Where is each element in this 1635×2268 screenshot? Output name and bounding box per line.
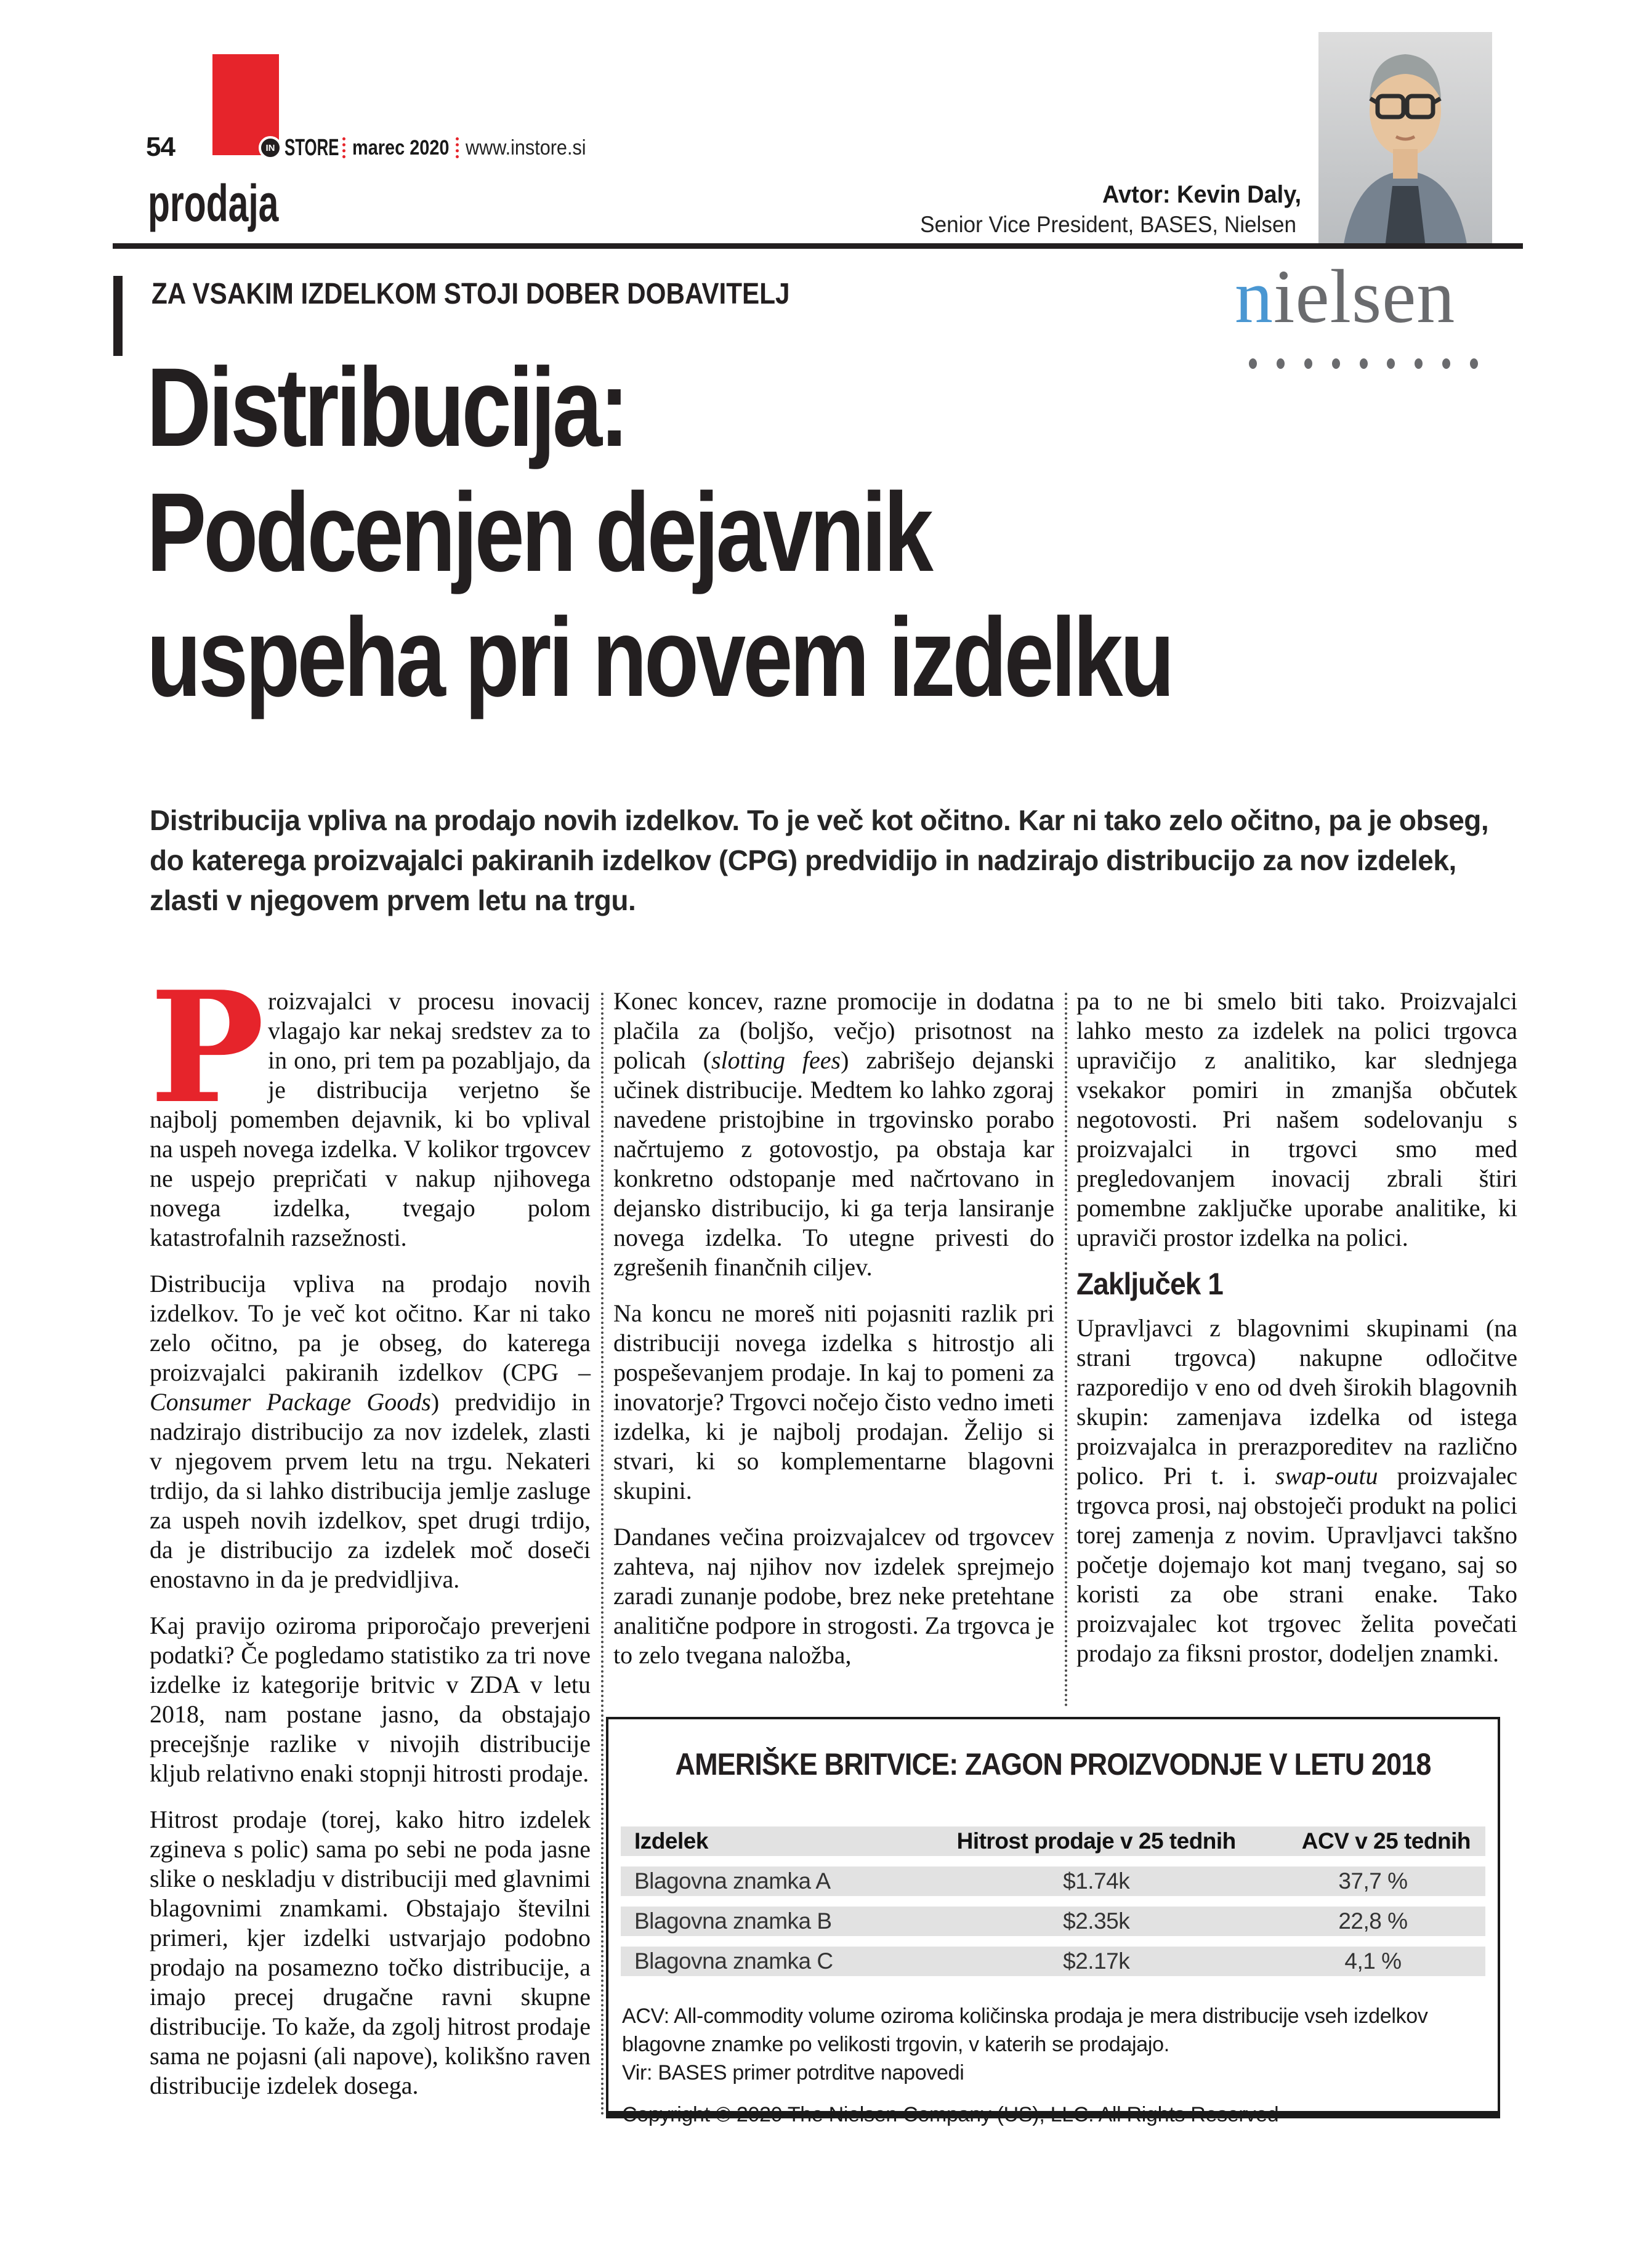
subheading-zakljucek-1: Zaključek 1 [1076, 1267, 1223, 1301]
table-header-product: Izdelek [634, 1828, 708, 1854]
paragraph: Distribucija vpliva na prodajo novih izdelkov. To je več kot očitno. Kar ni tako zelo očitno, pa je obseg, do katerega proizvajalci pakiranih izdelkov (CPG – Consumer Package Goods) predvidijo in nadzirajo distribucijo za nov izdelek, zlasti v njegovem prvem letu na trgu. Nekateri trdijo, da si lahko distribucija jemlje zasluge za uspeh novih izdelkov, spet drugi trdijo, da je distribucijo za izdelek moč doseči enostavno in da je predvidljiva. [150, 1270, 591, 1593]
section-label: prodaja [148, 174, 279, 232]
table-cell-acv: 37,7 % [1338, 1868, 1408, 1894]
nielsen-logo-first-letter: n [1235, 254, 1274, 339]
nielsen-logo-rest: ielsen [1274, 254, 1456, 339]
column-divider-dotted [601, 993, 604, 2116]
paragraph: pa to ne bi smelo biti tako. Proizvajalci lahko mesto za izdelek na polici trgovca upravičijo z analitiko, kar slednjega vsekakor pomiri in zmanjša občutek negotovosti. Pri našem sodelovanju s proizvajalci in trgovci smo med pregledovanjem inovacij zbrali štiri pomembne zaključke uporabe analitike, ki upraviči prostor izdelka na polici. [1076, 987, 1517, 1251]
header-divider-rule [113, 243, 1523, 249]
masthead-dotted-separator-icon [342, 137, 345, 158]
body-column-2 [613, 987, 1054, 1687]
table-cell-acv: 4,1 % [1344, 1948, 1402, 1974]
data-table-box [606, 1717, 1500, 2126]
headline-line: Podcenjen dejavnik [147, 469, 931, 595]
table-header-acv: ACV v 25 tednih [1301, 1828, 1471, 1854]
page-number: 54 [146, 132, 175, 162]
table-row [621, 1947, 1485, 1976]
footnote-source: Vir: BASES primer potrditve napovedi [622, 2061, 964, 2084]
headline-line: Distribucija: [147, 344, 626, 470]
table-header-velocity: Hitrost prodaje v 25 tednih [956, 1828, 1236, 1854]
masthead-dotted-separator-icon [456, 137, 459, 158]
drop-cap: P [150, 958, 265, 1137]
paragraph: Hitrost prodaje (torej, kako hitro izdelek zgineva s polic) sama po sebi ne poda jasne slike o neskladju v distribuciji med glavnimi blagovnimi znamkami. Obstajajo številni primeri, kjer izdelki ustvarjajo podobno prodajo na posamezno točko distribucije, a imajo precej drugačne ravni skupne distribucije. To kaže, da zgolj hitrost prodaje sama ne pojasni (ali napove), kolikšno raven distribucije izdelek dosega. [150, 1806, 591, 2099]
table-row [621, 1866, 1485, 1896]
author-photo [1318, 32, 1492, 248]
paragraph: Upravljavci z blagovnimi skupinami (na strani trgovca) nakupne odločitve razporedijo v eno od dveh širokih blagovnih skupin: zamenjava izdelka od istega proizvajalca in prerazporeditev na različno polico. Pri t. i. swap-outu proizvajalec trgovca prosi, naj obstoječi produkt na polici torej zamenja z novim. Upravljavci takšno početje dojemajo kot manj tvegano, saj so koristi za obe strani enake. Tako proizvajalec kot trgovec želita povečati prodajo za fiksni prostor, dodeljen znamki. [1076, 1314, 1517, 1667]
body-column-1 [150, 958, 591, 2117]
paragraph: Dandanes večina proizvajalcev od trgovcev zahteva, naj njihov nov izdelek sprejmejo zaradi zunanje podobe, brez neke pretehtane analitične podpore in strogosti. Za trgovca je to zelo tvegana naložba, [613, 1523, 1054, 1669]
table-title: AMERIŠKE BRITVICE: ZAGON PROIZVODNJE V LETU 2018 [675, 1747, 1431, 1782]
paragraph: Konec koncev, razne promocije in dodatna plačila za (boljšo, večjo) prisotnost na policah (slotting fees) zabrišejo dejanski učinek distribucije. Medtem ko lahko zgoraj navedene pristojbine in trgovinsko porabo načrtujemo z gotovostjo, pa obstaja kar konkretno odstopanje med načrtovano in dejansko distribucijo, ki ga terja lansiranje novega izdelka. To utegne privesti do zgrešenih finančnih ciljev. [613, 987, 1054, 1281]
table-cell-velocity: $2.35k [1063, 1908, 1130, 1934]
instore-logo-store: STORE [285, 135, 339, 161]
table-cell-product: Blagovna znamka C [634, 1948, 833, 1974]
table-cell-product: Blagovna znamka B [634, 1908, 832, 1934]
lead-paragraph: Distribucija vpliva na prodajo novih izdelkov. To je več kot očitno. Kar ni tako zelo očitno, pa je obseg, do katerega proizvajalci pakiranih izdelkov (CPG) predvidijo in nadzirajo distribucijo za nov izdelek, zlasti v njegovem prvem letu na trgu. [150, 804, 1489, 916]
table-header-row [621, 1826, 1485, 1856]
table-cell-product: Blagovna znamka A [634, 1868, 831, 1894]
paragraph: Kaj pravijo oziroma priporočajo preverjeni podatki? Če pogledamo statistiko za tri nove izdelke iz kategorije britvic v ZDA v letu 2018, nam postane jasno, da obstajajo precejšnje razlike v nivojih distribucije kljub relativno enaki stopnji hitrosti prodaje. [150, 1612, 591, 1787]
headline-line: uspeha pri novem izdelku [147, 594, 1172, 720]
masthead-issue-date: marec 2020 [352, 136, 450, 159]
masthead-website: www.instore.si [466, 136, 586, 159]
copyright-line: Copyright © 2020 The Nielsen Company (US), LLC. All Rights Reserved [622, 2103, 1279, 2126]
paragraph: Na koncu ne moreš niti pojasniti razlik pri distribuciji novega izdelka s hitrostjo ali pospeševanjem prodaje. In kaj to pomeni za inovatorje? Trgovci nočejo čisto vedno imeti izdelka, ki je najbolj prodajan. Želijo si stvari, ki so komplementarne blagovni skupini. [613, 1299, 1054, 1504]
author-name: Avtor: Kevin Daly, [1102, 181, 1301, 208]
footnote-acv: ACV: All-commodity volume oziroma količinska prodaja je mera distribucije vseh izdelkov blagovne znamke po velikosti trgovin, v katerih se prodajajo. [622, 2004, 1428, 2056]
author-title: Senior Vice President, BASES, Nielsen [920, 212, 1296, 237]
paragraph: Proizvajalci v procesu inovacij vlagajo kar nekaj sredstev za to in ono, pri tem pa pozabljajo, da je distribucija verjetno še najbolj pomemben dejavnik, ki bo vplival na uspeh novega izdelka. V kolikor trgovcev ne uspejo prepričati v nakup njihovega novega izdelka, tvegajo polom katastrofalnih razsežnosti. [150, 958, 591, 1251]
headline [147, 345, 1428, 720]
kicker-bar [113, 276, 123, 356]
instore-in-badge-icon: IN [259, 136, 282, 159]
table-cell-acv: 22,8 % [1338, 1908, 1408, 1934]
table-row [621, 1907, 1485, 1936]
table-footnotes [622, 2002, 1447, 2087]
body-column-3 [1076, 987, 1517, 1685]
table-cell-velocity: $2.17k [1063, 1948, 1130, 1974]
kicker: ZA VSAKIM IZDELKOM STOJI DOBER DOBAVITELJ [151, 278, 790, 310]
table-cell-velocity: $1.74k [1063, 1868, 1130, 1894]
column-divider-dotted [1065, 993, 1067, 1707]
nielsen-logo [1235, 255, 1455, 339]
